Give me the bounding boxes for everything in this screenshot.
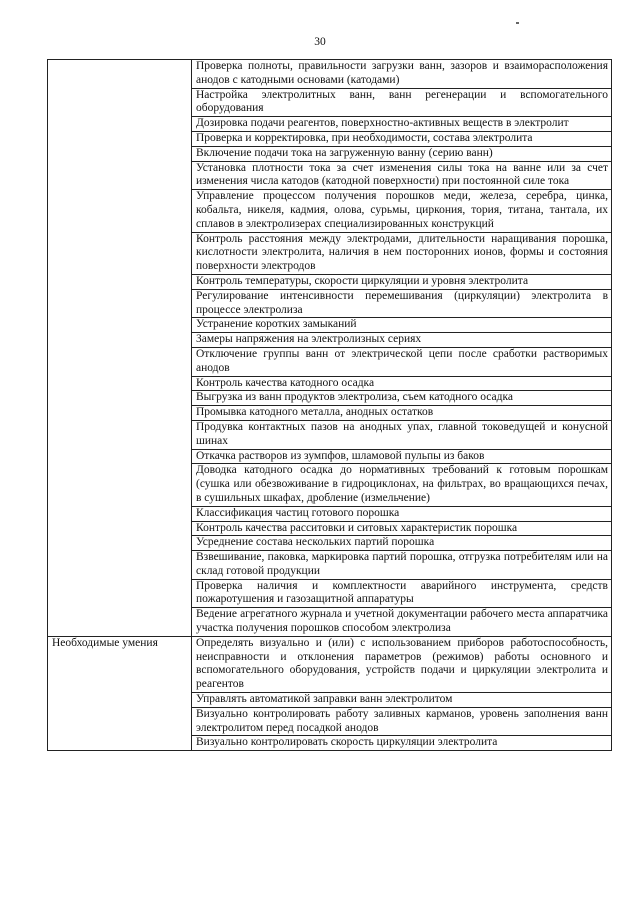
table-cell-item: Проверка полноты, правильности загрузки ванн, зазоров и взаиморасположения анодов с катодными основами (катодами) (192, 60, 612, 89)
table-cell-item: Управление процессом получения порошков меди, железа, серебра, цинка, кобальта, никеля, кадмия, олова, сурьмы, циркония, тория, титана, тантала, их сплавов в электролизерах специализированных конструкций (192, 190, 612, 232)
table-cell-item: Доводка катодного осадка до нормативных требований к готовым порошкам (сушка или обезвоживание в гидроциклонах, на фильтрах, во вращающихся печах, в сушильных шкафах, дробление (измельчение) (192, 464, 612, 506)
table-cell-item: Выгрузка из ванн продуктов электролиза, съем катодного осадка (192, 391, 612, 406)
table-cell-item: Дозировка подачи реагентов, поверхностно-активных веществ в электролит (192, 117, 612, 132)
table-cell-item: Контроль качества катодного осадка (192, 376, 612, 391)
table-cell-item: Промывка катодного металла, анодных остатков (192, 406, 612, 421)
table-cell-item: Ведение агрегатного журнала и учетной документации рабочего места аппаратчика участка получения порошков способом электролиза (192, 608, 612, 637)
table-cell-item: Контроль расстояния между электродами, длительности наращивания порошка, кислотности электролита, наличия в нем посторонних ионов, формы и состояния поверхности электродов (192, 232, 612, 274)
table-cell-item: Классификация частиц готового порошка (192, 506, 612, 521)
table-cell-item: Визуально контролировать скорость циркуляции электролита (192, 736, 612, 751)
table-cell-item: Замеры напряжения на электролизных сериях (192, 333, 612, 348)
table-cell-item: Устранение коротких замыканий (192, 318, 612, 333)
table-cell-item: Установка плотности тока за счет изменения силы тока на ванне или за счет изменения числа катодов (катодной поверхности) при постоянной силе тока (192, 161, 612, 190)
table-cell-item: Визуально контролировать работу заливных карманов, уровень заполнения ванн электролитом перед посадкой анодов (192, 707, 612, 736)
table-cell-item: Усреднение состава нескольких партий порошка (192, 536, 612, 551)
table-cell-item: Настройка электролитных ванн, ванн регенерации и вспомогательного оборудования (192, 88, 612, 117)
row-group-label: Необходимые умения (48, 636, 192, 750)
competency-table (47, 59, 612, 751)
table-cell-item: Определять визуально и (или) с использованием приборов работоспособность, неисправности и отклонения параметров (режимов) работы основного и вспомогательного оборудования, устройств подачи и циркуляции электролита и реагентов (192, 636, 612, 692)
table-cell-item: Взвешивание, паковка, маркировка партий порошка, отгрузка потребителям или на склад готовой продукции (192, 551, 612, 580)
table-cell-item: Откачка растворов из зумпфов, шламовой пульпы из баков (192, 449, 612, 464)
table-cell-item: Управлять автоматикой заправки ванн электролитом (192, 693, 612, 708)
row-group-label (48, 60, 192, 637)
table-cell-item: Регулирование интенсивности перемешивания (циркуляции) электролита в процессе электролиза (192, 289, 612, 318)
table-cell-item: Отключение группы ванн от электрической цепи после сработки растворимых анодов (192, 347, 612, 376)
table-body (48, 60, 612, 751)
scan-speck (516, 22, 519, 24)
table-cell-item: Контроль качества расситовки и ситовых характеристик порошка (192, 521, 612, 536)
table-row (48, 636, 612, 692)
page-number: 30 (314, 36, 326, 48)
table-cell-item: Проверка и корректировка, при необходимости, состава электролита (192, 131, 612, 146)
table-cell-item: Контроль температуры, скорости циркуляции и уровня электролита (192, 274, 612, 289)
table-cell-item: Продувка контактных пазов на анодных упах, главной токоведущей и конусной шинах (192, 420, 612, 449)
table-cell-item: Проверка наличия и комплектности аварийного инструмента, средств пожаротушения и газозащитной аппаратуры (192, 579, 612, 608)
table-cell-item: Включение подачи тока на загруженную ванну (серию ванн) (192, 146, 612, 161)
table-row (48, 60, 612, 89)
